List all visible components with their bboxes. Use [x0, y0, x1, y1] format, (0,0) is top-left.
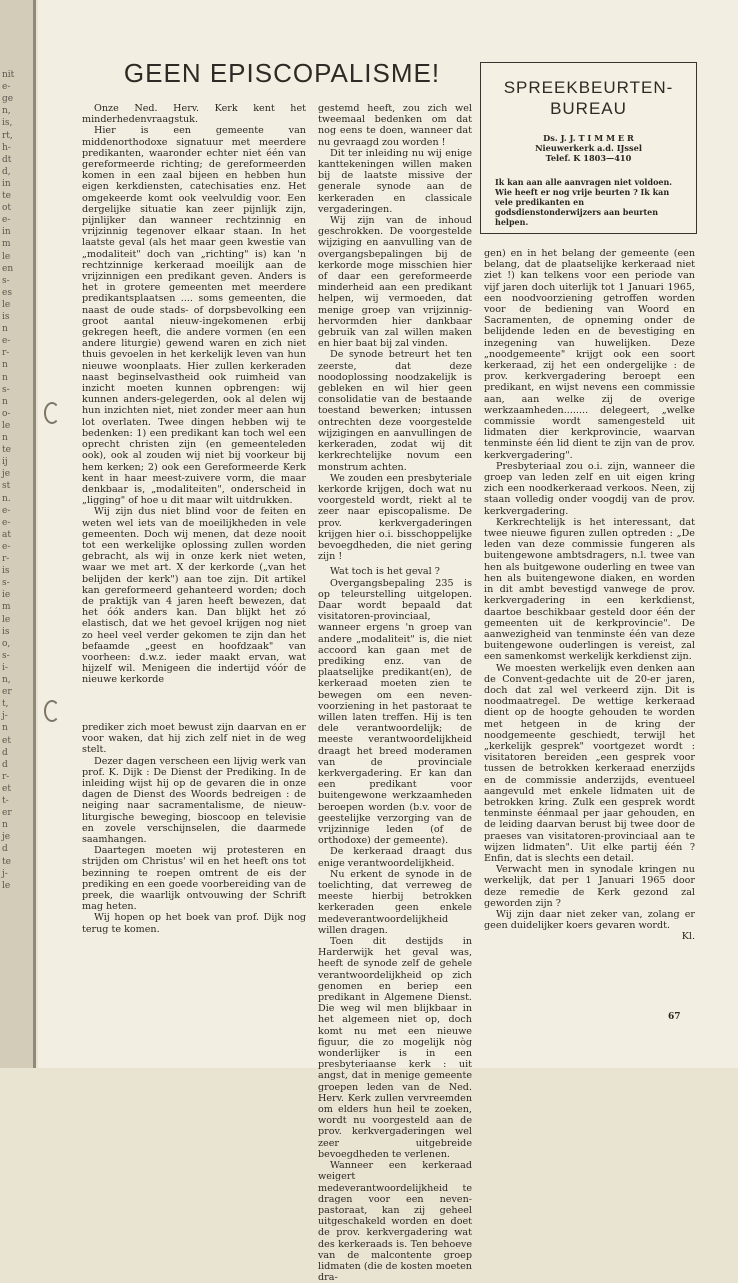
page-number: 67 — [668, 1012, 681, 1022]
left-page-margin — [0, 0, 36, 1068]
margin-fragment: te — [2, 191, 11, 201]
margin-fragment: je — [2, 469, 11, 480]
margin-fragment: st — [2, 481, 11, 492]
article-column-2 — [318, 103, 472, 1283]
paragraph: gestemd heeft, zou zich wel tweemaal bedenken om dat nog eens te doen, wanneer dat nu gevraagd zou worden ! — [318, 103, 472, 148]
margin-fragment: j- — [2, 711, 8, 722]
margin-fragment: d — [2, 844, 8, 855]
margin-fragment: n — [2, 723, 8, 734]
margin-fragment: ij — [2, 457, 8, 468]
margin-fragment: je — [2, 832, 11, 843]
margin-fragment: d — [2, 759, 8, 770]
article-column-3 — [484, 248, 695, 1008]
article-headline: GEEN EPISCOPALISME! — [123, 58, 441, 88]
margin-fragment: n, — [2, 675, 11, 685]
paragraph: Verwacht men in synodale kringen nu werkelijk, dat per 1 Januari 1965 door deze remedie de Kerk gezond zal geworden zijn ? — [484, 864, 695, 909]
margin-fragment: r- — [2, 771, 10, 782]
margin-fragment: m — [2, 602, 11, 613]
margin-fragment: is — [2, 626, 10, 637]
margin-fragment: e- — [2, 215, 11, 226]
paragraph: Kerkrechtelijk is het interessant, dat twee nieuwe figuren zullen optreden : „De leden van deze commissie fungeren als buitengewone ambtsdragers, n.l. twee van hen als buitgewone ouderling en twee van hen als buitengewone diaken, en worden in dit ambt bevestigd vanwege de prov. kerkvergadering in een kerkdienst, daartoe beschikbaar gesteld door één der gemeenten uit de kerkprovincie". De aanwezigheid van tenminste één van deze buitengewone ouderlingen is vereist, zal een samenkomst werkelijk kerkdienst zijn. — [484, 516, 695, 663]
article-column-1 — [82, 103, 306, 719]
margin-fragment: r- — [2, 348, 10, 359]
margin-fragment: le — [2, 880, 11, 891]
binder-ring-icon — [44, 700, 60, 722]
margin-fragment: ge — [2, 94, 14, 105]
margin-fragment: et — [2, 783, 11, 794]
margin-fragment: t, — [2, 699, 9, 710]
margin-fragment: e- — [2, 517, 11, 528]
margin-fragment: j- — [2, 868, 8, 879]
paragraph: We zouden een presbyteriale kerkorde krijgen, doch wat nu voorgesteld wordt, riekt al te zeer naar episcopalisme. De prov. kerkvergaderingen krijgen hier o.i. bisschoppelijke bevoegdheden, die niet gering zijn ! — [318, 472, 472, 563]
contact-name: Ds. J. J. T I M M E R — [543, 133, 634, 143]
page-edge-shadow — [33, 0, 36, 1068]
margin-fragment: te — [2, 856, 11, 867]
margin-fragment: o, — [2, 638, 11, 649]
margin-fragment: n, — [2, 106, 11, 117]
subheading: Wat toch is het geval ? — [330, 566, 440, 578]
margin-fragment: t- — [2, 796, 9, 806]
margin-fragment: er — [2, 808, 12, 819]
paragraph: Dezer dagen verscheen een lijvig werk van prof. K. Dijk : De Dienst der Prediking. In de inleiding wijst hij op de gevaren die in onze dagen de Dienst des Woords bedreigen : de neiging naar sacramentalisme, de nieuw-liturgische beweging, bioscoop en televisie en zovele verschijnselen, die daarmede saamhangen. — [82, 755, 306, 846]
sidebar-title: SPREEKBEURTEN-BUREAU — [503, 78, 674, 118]
margin-fragment: s- — [2, 650, 10, 661]
margin-fragment: n — [2, 820, 8, 831]
binder-ring-icon — [44, 402, 60, 424]
margin-fragment: le — [2, 420, 11, 431]
paragraph: Hier is een gemeente van middenorthodoxe signatuur met meerdere predikanten, waaronder echter niet één van gereformeerde richting; de gereformeerden komen in een zaal bijeen en hebben hun eigen kerkdiensten, catechisaties enz. Het omgekeerde komt ook veelvuldig voor. Een dergelijke situatie kan zeer pijnlijk zijn, pijnlijker dan wanneer rechtzinnig en vrijzinnig tegenover elkaar staan. In het laatste geval (als het maar geen kwestie van „modaliteit" doch van „richting" is) kan 'n rechtzinnige kerkeraad moeilijk aan de vrijzinnigen een predikant geven. Anders is het in grotere gemeenten met meerdere predikantsplaatsen .... soms gemeenten, die naast de oude stads- of dorpsbevolking een groot aantal nieuw-ingekomenen erbij gekregen heeft, die andere vormen (en een andere liturgie) gewend waren en zich niet thuis gevoelen in het kerkelijk leven van hun nieuwe woonplaats. Hier zullen kerkeraden naast beginselvastheid ook ruimheid van inzicht moeten kunnen opbrengen: wij kunnen anders-gelegerden, ook al delen wij hun inzichten niet, niet zonder meer aan hun lot overlaten. Twee dingen hebben wij te bedenken: 1) een predikant kan toch wel een oprecht christen zijn (en gemeenteleden ook), ook al zouden wij niet bij voorkeur bij hem kerken; 2) ook een Gereformeerde Kerk kent in haar meest-zuivere vorm, die maar denkbaar is, „modaliteiten", onderscheid in „ligging" of hoe u dit maar wilt uitdrukken. — [82, 125, 306, 507]
paragraph: Overgangsbepaling 235 is op teleurstelling uitgelopen. Daar wordt bepaald dat visitatoren-provinciaal, wanneer ergens 'n groep van andere „modaliteit" is, die niet accoord kan gaan met de prediking enz. van de plaatselijke predikant(en), de kerkeraad moeten zien te bewegen om een neven-voorziening in het pastoraat te willen laten treffen. Hij is ten dele verantwoordelijk; de meeste verantwoordelijkheid draagt het breed moderamen van de provinciale kerkvergadering. Er kan dan een predikant voor buitengewone werkzaamheden beroepen worden (b.v. voor de geestelijke verzorging van de vrijzinnige leden (of de orthodoxe) der gemeente). — [318, 577, 472, 847]
margin-fragment: te — [2, 445, 11, 456]
margin-fragment: ie — [2, 590, 11, 601]
margin-fragment: d — [2, 747, 8, 758]
closing-paragraph: Wij zijn daar niet zeker van, zolang er geen duidelijker koers gevaren wordt. — [484, 908, 695, 932]
margin-fragment: is, — [2, 118, 13, 129]
article-column-1-continued — [82, 722, 306, 1010]
margin-fragment: en — [2, 263, 14, 274]
margin-fragment: m — [2, 239, 11, 250]
margin-fragment: o- — [2, 408, 11, 419]
sidebar-contact — [481, 133, 696, 163]
paragraph: Daartegen moeten wij protesteren en strijden om Christus' wil en het heeft ons tot bezinning te roepen omtrent de eis der prediking en een goede voorbereiding van de preek, die waarlijk ontvouwing der Schrift mag heten. — [82, 845, 306, 913]
margin-fragment: n — [2, 324, 8, 335]
margin-fragment: er — [2, 687, 12, 698]
paragraph: De kerkeraad draagt dus enige verantwoordelijkheid. — [318, 846, 472, 869]
paragraph: Wanneer een kerkeraad weigert medeverantwoordelijkheid te dragen voor een neven-pastoraat, kan zij geheel uitgeschakeld worden en doet de prov. kerkvergadering wat des kerkeraads is. Ten behoeve van de malcontente groep lidmaten (die de kosten moeten dra- — [318, 1160, 472, 1283]
margin-fragment: e- — [2, 336, 11, 347]
margin-fragment: e- — [2, 82, 11, 93]
margin-fragment: e- — [2, 541, 11, 552]
spreekbeurten-sidebar-box — [480, 62, 697, 234]
paragraph: Dit ter inleiding nu wij enige kanttekeningen willen maken bij de laatste missive der generale synode aan de kerkeraden en classicale vergaderingen. — [318, 147, 472, 215]
paragraph: prediker zich moet bewust zijn daarvan en er voor waken, dat hij zich zelf niet in de weg stelt. — [82, 722, 306, 756]
margin-fragment: le — [2, 299, 11, 310]
margin-fragment: d, — [2, 166, 11, 177]
margin-fragment: s- — [2, 384, 10, 395]
margin-fragment: le — [2, 614, 11, 625]
margin-fragment: n. — [2, 493, 11, 504]
margin-fragment: e- — [2, 505, 11, 516]
margin-fragment: et — [2, 735, 11, 746]
paragraph: gen) en in het belang der gemeente (een belang, dat de plaatselijke kerkeraad niet ziet !) kan telkens voor een periode van vijf jaren doch uiterlijk tot 1 Januari 1965, een noodvoorziening getroffen worden voor de bediening van Woord en Sacramenten, de opneming onder de belijdende leden en de bevestiging en inzegening van huwelijken. Deze „noodgemeente" krijgt ook een soort kerkeraad, zij het een ondergelijke : de prov. kerkvergadering beroept een predikant, en wijst nevens een commissie aan, aan welke zij de overige werkzaamheden........ delegeert, „welke commissie wordt samengesteld uit lidmaten dier kerkprovincie, waarvan tenminste één lid dient te zijn van de prov. kerkvergadering". — [484, 248, 695, 461]
margin-fragment: is — [2, 566, 10, 577]
margin-fragment: in — [2, 178, 11, 189]
margin-fragment: n — [2, 372, 8, 383]
contact-phone: Telef. K 1803—410 — [545, 153, 632, 163]
margin-fragment: s- — [2, 275, 10, 286]
margin-fragment: r- — [2, 554, 10, 564]
margin-fragment: in — [2, 227, 11, 238]
margin-fragment: n — [2, 396, 8, 407]
margin-fragment: h- — [2, 142, 11, 153]
margin-fragment: i- — [2, 662, 8, 673]
margin-fragment: le — [2, 251, 11, 262]
paragraph: Wij zijn dus niet blind voor de feiten en weten wel iets van de moeilijkheden in vele gemeenten. Doch wij menen, dat deze nooit tot een werkelijke oplossing zullen worden gebracht, als wij in onze kerk niet weten, waar we met art. X der kerkorde („van het belijden der kerk") aan toe zijn. Dit artikel kan gereformeerd gehanteerd worden; doch de praktijk van 4 jaren heeft bewezen, dat het óók anders kan. Dan blijkt het zó elastisch, dat we het gevoel krijgen nog niet zo heel veel verder gekomen te zijn dan het befaamde „geest en hoofdzaak" van voorheen: d.w.z. ieder maakt ervan, wat hijzelf wil. Menigeen die indertijd vóór de nieuwe kerkorde — [82, 506, 306, 686]
margin-fragment: nit — [2, 70, 15, 80]
sidebar-notice: Ik kan aan alle aanvragen niet voldoen. Wie heeft er nog vrije beurten ? Ik kan vele predikanten en godsdienstonderwijzers aan beurten helpen. — [495, 177, 673, 227]
paragraph: Onze Ned. Herv. Kerk kent het minderhedenvraagstuk. — [82, 103, 306, 126]
margin-fragment: ot — [2, 203, 12, 214]
paragraph: Presbyteriaal zou o.i. zijn, wanneer die groep van leden zelf en uit eigen kring zich een noodkerkeraad verkoos. Neen, zij staan volledig onder voogdij van de prov. kerkvergadering. — [484, 460, 695, 517]
margin-fragment: dt — [2, 154, 12, 165]
paragraph: Nu erkent de synode in de toelichting, dat verreweg de meeste hierbij betrokken kerkeraden geen enkele medeverantwoordelijkheid willen dragen. — [318, 868, 472, 936]
author-signature: Kl. — [681, 931, 695, 943]
paragraph: De synode betreurt het ten zeerste, dat deze noodoplossing noodzakelijk is gebleken en wil hier geen consolidatie van de bestaande toestand bewerken; intussen ontrechten deze voorgestelde wijzigingen en aanvullingen de kerkeraden, zodat wij dit kerkrechtelijke novum een monstrum achten. — [318, 349, 472, 473]
margin-fragment: es — [2, 287, 12, 298]
paragraph: We moesten werkelijk even denken aan de Convent-gedachte uit de 20-er jaren, doch dat zal wel verkeerd zijn. Dit is noodmaatregel. De wettige kerkeraad dient op de hoogte gehouden te worden met hetgeen in de kring der noodgemeente geschiedt, terwijl het „kerkelijk gesprek" voortgezet wordt : visitatoren bereiden „een gesprek voor tussen de betrokken kerkeraad enerzijds en de commissie anderzijds, eventueel aangevuld met enkele lidmaten uit de betrokken kring. Zulk een gesprek wordt tenminste éénmaal per jaar gehouden, en de leiding daarvan berust bij twee door de praeses van visitatoren-provinciaal aan te wijzen lidmaten". Uit elke partij één ? Enfin, dat is slechts een detail. — [484, 662, 695, 864]
paragraph — [484, 908, 695, 943]
paragraph: Toen dit destijds in Harderwijk het geval was, heeft de synode zelf de gehele verantwoordelijkheid op zich genomen en beriep een predikant in Algemene Dienst. Die weg wil men blijkbaar in het algemeen niet op, doch komt nu met een nieuwe figuur, die zo mogelijk nòg wonderlijker is in een presbyteriaanse kerk : uit angst, dat in menige gemeente groepen leden van de Ned. Herv. Kerk zullen vervreemden om elders hun heil te zoeken, wordt nu voorgesteld aan de prov. kerkvergaderingen wel zeer uitgebreide bevoegdheden te verlenen. — [318, 936, 472, 1160]
margin-fragment: n — [2, 360, 8, 371]
margin-fragment: is — [2, 312, 10, 322]
margin-fragment: n — [2, 433, 8, 443]
contact-address: Nieuwerkerk a.d. IJssel — [535, 143, 642, 153]
paragraph: Wij zijn van de inhoud geschrokken. De voorgestelde wijziging en aanvulling van de overgangsbepalingen bij de kerkorde moge misschien hier of daar een gereformeerde minderheid aan een predikant helpen, wij vermoeden, dat menige groep van vrijzinnig-hervormden hier dankbaar gebruik van zal willen maken en hier baat bij zal vinden. — [318, 215, 472, 350]
paragraph: Wij hopen op het boek van prof. Dijk nog terug te komen. — [82, 912, 306, 935]
margin-fragment: at — [2, 529, 11, 540]
margin-fragment: rt, — [2, 130, 13, 141]
margin-fragment: s- — [2, 578, 10, 589]
